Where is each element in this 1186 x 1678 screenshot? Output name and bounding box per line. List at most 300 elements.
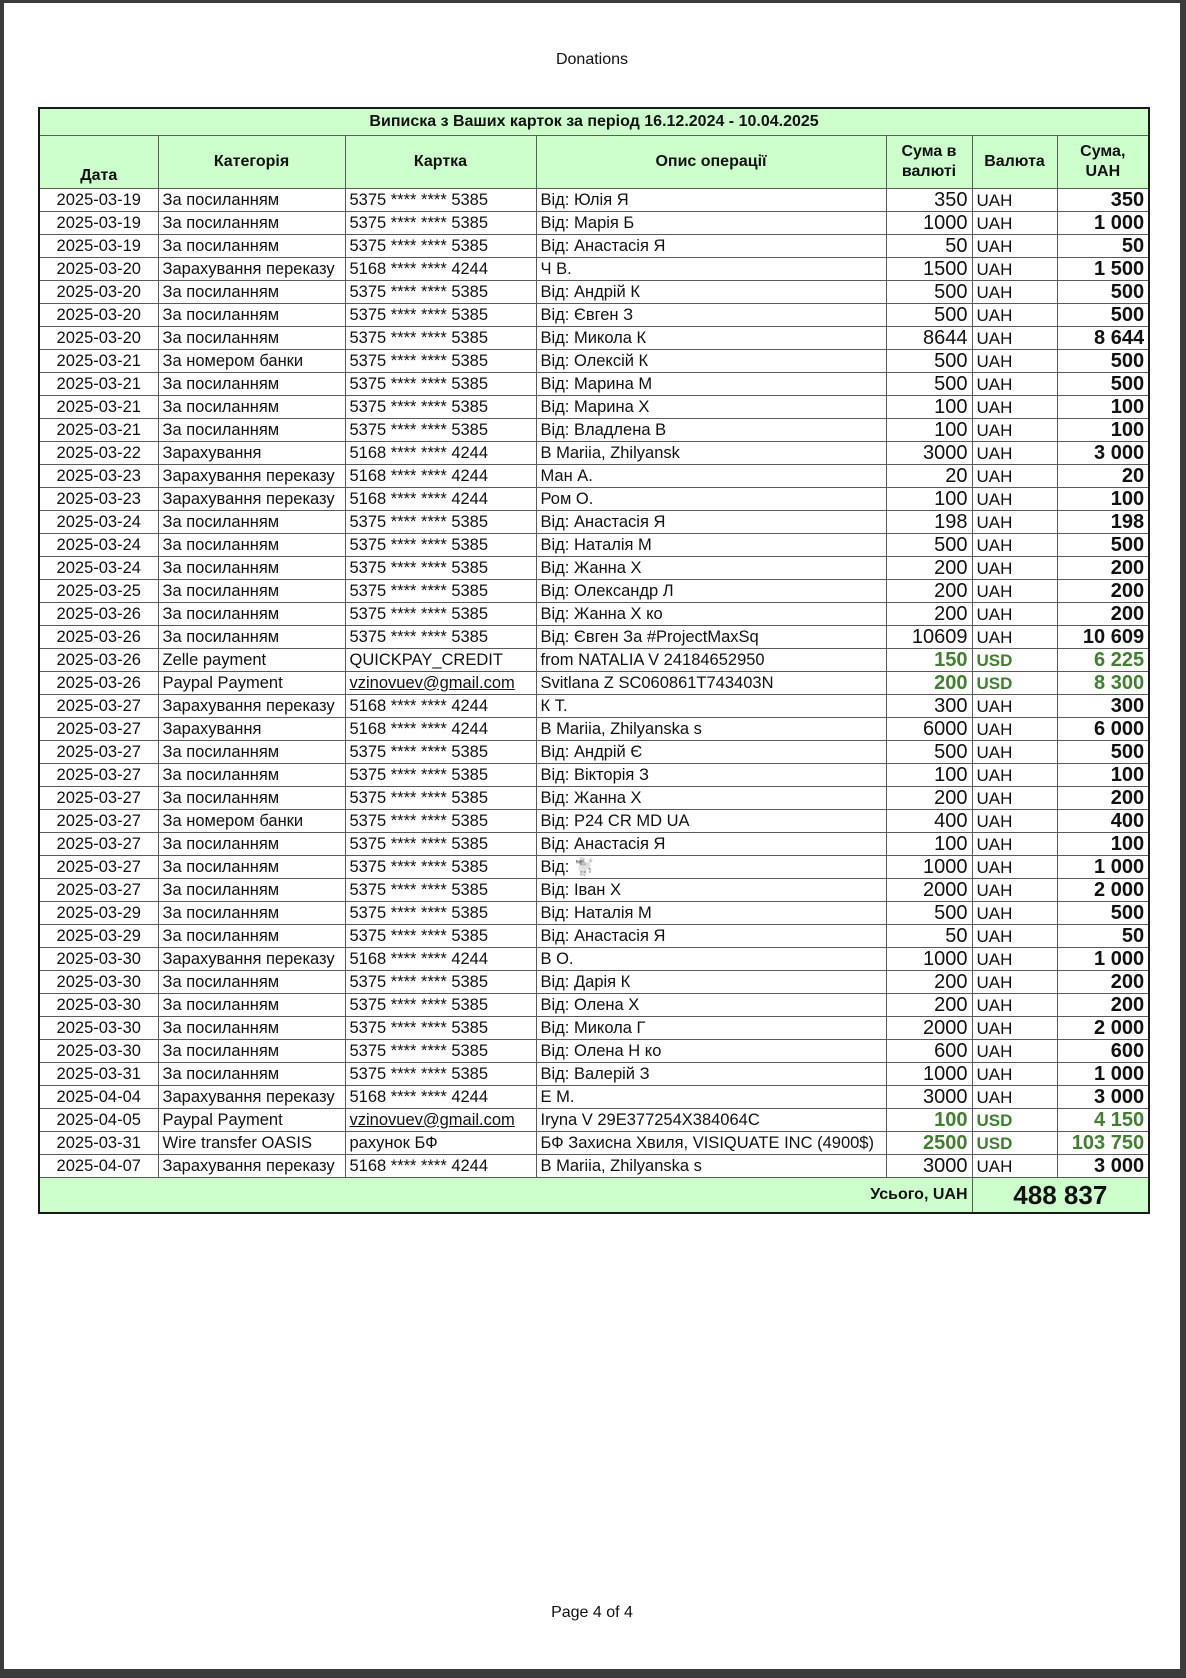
table-row	[39, 419, 1149, 442]
category-cell: Wire transfer OASIS	[158, 1132, 345, 1155]
table-row	[39, 1155, 1149, 1178]
date-cell: 2025-03-21	[39, 350, 158, 373]
card-cell: 5375 **** **** 5385	[345, 810, 536, 833]
date-cell: 2025-03-20	[39, 304, 158, 327]
card-cell: 5375 **** **** 5385	[345, 626, 536, 649]
amount-uah-cell: 10 609	[1057, 626, 1149, 649]
category-cell: Paypal Payment	[158, 672, 345, 695]
amount-cell: 200	[886, 994, 972, 1017]
table-row	[39, 465, 1149, 488]
date-cell: 2025-03-30	[39, 1017, 158, 1040]
currency-cell: UAH	[972, 580, 1057, 603]
date-cell: 2025-03-29	[39, 902, 158, 925]
table-row	[39, 971, 1149, 994]
table-row	[39, 994, 1149, 1017]
card-cell: 5375 **** **** 5385	[345, 879, 536, 902]
table-row	[39, 810, 1149, 833]
date-cell: 2025-03-25	[39, 580, 158, 603]
amount-uah-cell: 200	[1057, 580, 1149, 603]
amount-cell: 100	[886, 488, 972, 511]
amount-cell: 1500	[886, 258, 972, 281]
currency-cell: UAH	[972, 925, 1057, 948]
date-cell: 2025-03-19	[39, 212, 158, 235]
amount-uah-cell: 2 000	[1057, 1017, 1149, 1040]
category-cell: За номером банки	[158, 350, 345, 373]
amount-cell: 1000	[886, 1063, 972, 1086]
amount-uah-cell: 1 000	[1057, 948, 1149, 971]
table-row	[39, 511, 1149, 534]
currency-cell: UAH	[972, 971, 1057, 994]
description-cell: Від: Микола К	[536, 327, 886, 350]
card-cell: 5375 **** **** 5385	[345, 994, 536, 1017]
currency-cell: USD	[972, 649, 1057, 672]
table-row	[39, 212, 1149, 235]
date-cell: 2025-04-04	[39, 1086, 158, 1109]
amount-cell: 200	[886, 672, 972, 695]
amount-uah-cell: 500	[1057, 350, 1149, 373]
currency-cell: UAH	[972, 1040, 1057, 1063]
currency-cell: UAH	[972, 534, 1057, 557]
category-cell: Зарахування	[158, 718, 345, 741]
currency-cell: UAH	[972, 212, 1057, 235]
category-cell: За посиланням	[158, 189, 345, 212]
description-cell: Від: Жанна Х	[536, 787, 886, 810]
amount-cell: 150	[886, 649, 972, 672]
description-cell: Від: Анастасія Я	[536, 511, 886, 534]
currency-cell: UAH	[972, 511, 1057, 534]
currency-cell: UAH	[972, 327, 1057, 350]
card-cell: 5375 **** **** 5385	[345, 925, 536, 948]
table-row	[39, 787, 1149, 810]
date-cell: 2025-03-20	[39, 281, 158, 304]
currency-cell: USD	[972, 1132, 1057, 1155]
description-cell: В Mariia, Zhilyanska s	[536, 1155, 886, 1178]
amount-uah-cell: 1 000	[1057, 1063, 1149, 1086]
description-cell: Svitlana Z SC060861T743403N	[536, 672, 886, 695]
description-cell: Від: Наталія М	[536, 534, 886, 557]
table-row	[39, 1063, 1149, 1086]
amount-cell: 500	[886, 534, 972, 557]
category-cell: За посиланням	[158, 1017, 345, 1040]
description-cell: Від: Анастасія Я	[536, 833, 886, 856]
amount-uah-cell: 8 644	[1057, 327, 1149, 350]
table-row	[39, 281, 1149, 304]
amount-cell: 500	[886, 373, 972, 396]
description-cell: Від: Наталія М	[536, 902, 886, 925]
currency-cell: UAH	[972, 603, 1057, 626]
category-cell: За посиланням	[158, 833, 345, 856]
card-cell: 5375 **** **** 5385	[345, 603, 536, 626]
amount-cell: 2000	[886, 879, 972, 902]
amount-uah-cell: 20	[1057, 465, 1149, 488]
table-row	[39, 695, 1149, 718]
category-cell: За посиланням	[158, 1040, 345, 1063]
card-cell: 5168 **** **** 4244	[345, 1086, 536, 1109]
category-cell: За посиланням	[158, 304, 345, 327]
table-row	[39, 396, 1149, 419]
table-row	[39, 373, 1149, 396]
table-row	[39, 948, 1149, 971]
card-cell: 5168 **** **** 4244	[345, 465, 536, 488]
amount-cell: 1000	[886, 856, 972, 879]
currency-cell: UAH	[972, 258, 1057, 281]
amount-cell: 500	[886, 902, 972, 925]
amount-uah-cell: 600	[1057, 1040, 1149, 1063]
amount-uah-cell: 500	[1057, 373, 1149, 396]
category-cell: За посиланням	[158, 511, 345, 534]
category-cell: За посиланням	[158, 764, 345, 787]
category-cell: За посиланням	[158, 603, 345, 626]
amount-uah-cell: 350	[1057, 189, 1149, 212]
card-cell: 5375 **** **** 5385	[345, 373, 536, 396]
date-cell: 2025-03-31	[39, 1132, 158, 1155]
currency-cell: UAH	[972, 281, 1057, 304]
description-cell: Від: Владлена В	[536, 419, 886, 442]
currency-cell: UAH	[972, 856, 1057, 879]
currency-cell: UAH	[972, 373, 1057, 396]
amount-uah-cell: 500	[1057, 902, 1149, 925]
page-number: Page 4 of 4	[551, 1604, 633, 1621]
date-cell: 2025-03-27	[39, 810, 158, 833]
amount-uah-cell: 50	[1057, 235, 1149, 258]
amount-cell: 2500	[886, 1132, 972, 1155]
date-cell: 2025-03-20	[39, 258, 158, 281]
statement-caption-row	[39, 108, 1149, 136]
card-cell: 5375 **** **** 5385	[345, 902, 536, 925]
header-amount-uah-text: Сума, UAH	[1080, 143, 1126, 180]
table-row	[39, 1040, 1149, 1063]
currency-cell: UAH	[972, 304, 1057, 327]
amount-uah-cell: 3 000	[1057, 1086, 1149, 1109]
category-cell: За посиланням	[158, 741, 345, 764]
category-cell: За посиланням	[158, 580, 345, 603]
table-row	[39, 833, 1149, 856]
table-row	[39, 442, 1149, 465]
card-cell: 5168 **** **** 4244	[345, 718, 536, 741]
amount-uah-cell: 2 000	[1057, 879, 1149, 902]
statement-caption: Виписка з Ваших карток за період 16.12.2024 - 10.04.2025	[39, 108, 1149, 136]
header-amount	[886, 136, 972, 189]
description-cell: from NATALIA V 24184652950	[536, 649, 886, 672]
description-cell: Від: Андрій Є	[536, 741, 886, 764]
description-cell: Е М.	[536, 1086, 886, 1109]
currency-cell: UAH	[972, 902, 1057, 925]
currency-cell: UAH	[972, 626, 1057, 649]
amount-cell: 100	[886, 764, 972, 787]
currency-cell: UAH	[972, 810, 1057, 833]
description-cell: Від: Вікторія З	[536, 764, 886, 787]
card-cell: 5168 **** **** 4244	[345, 695, 536, 718]
category-cell: За посиланням	[158, 856, 345, 879]
description-cell: Від: Олена Х	[536, 994, 886, 1017]
currency-cell: UAH	[972, 833, 1057, 856]
category-cell: Зарахування переказу	[158, 1086, 345, 1109]
description-cell: В Mariia, Zhilyansk	[536, 442, 886, 465]
card-cell: рахунок БФ	[345, 1132, 536, 1155]
description-cell: Від: Андрій К	[536, 281, 886, 304]
email-link[interactable]: vzinovuev@gmail.com	[349, 673, 515, 692]
description-cell: Ман А.	[536, 465, 886, 488]
amount-uah-cell: 3 000	[1057, 442, 1149, 465]
card-cell: 5375 **** **** 5385	[345, 856, 536, 879]
currency-cell: UAH	[972, 787, 1057, 810]
date-cell: 2025-03-26	[39, 626, 158, 649]
table-row	[39, 189, 1149, 212]
table-row	[39, 603, 1149, 626]
amount-uah-cell: 198	[1057, 511, 1149, 534]
statement-table	[38, 107, 1150, 1214]
amount-uah-cell: 100	[1057, 764, 1149, 787]
date-cell: 2025-03-21	[39, 396, 158, 419]
amount-cell: 50	[886, 235, 972, 258]
table-row	[39, 488, 1149, 511]
date-cell: 2025-03-30	[39, 994, 158, 1017]
card-cell: 5375 **** **** 5385	[345, 304, 536, 327]
currency-cell: UAH	[972, 994, 1057, 1017]
table-row	[39, 925, 1149, 948]
table-row	[39, 557, 1149, 580]
date-cell: 2025-03-30	[39, 1040, 158, 1063]
table-row	[39, 235, 1149, 258]
description-cell: Від: Марина М	[536, 373, 886, 396]
table-row	[39, 1109, 1149, 1132]
currency-cell: UAH	[972, 442, 1057, 465]
amount-uah-cell: 100	[1057, 833, 1149, 856]
amount-cell: 3000	[886, 442, 972, 465]
category-cell: За посиланням	[158, 327, 345, 350]
currency-cell: USD	[972, 1109, 1057, 1132]
category-cell: За посиланням	[158, 212, 345, 235]
card-cell: 5375 **** **** 5385	[345, 787, 536, 810]
category-cell: Paypal Payment	[158, 1109, 345, 1132]
table-row	[39, 534, 1149, 557]
currency-cell: UAH	[972, 557, 1057, 580]
category-cell: За посиланням	[158, 396, 345, 419]
currency-cell: UAH	[972, 879, 1057, 902]
category-cell: За посиланням	[158, 534, 345, 557]
amount-uah-cell: 6 000	[1057, 718, 1149, 741]
card-cell: 5375 **** **** 5385	[345, 580, 536, 603]
table-row	[39, 856, 1149, 879]
amount-uah-cell: 500	[1057, 281, 1149, 304]
amount-cell: 1000	[886, 948, 972, 971]
category-cell: Зарахування переказу	[158, 488, 345, 511]
description-cell: Від: Олена Н ко	[536, 1040, 886, 1063]
card-cell: 5375 **** **** 5385	[345, 557, 536, 580]
amount-uah-cell: 500	[1057, 534, 1149, 557]
table-row	[39, 626, 1149, 649]
description-cell: В О.	[536, 948, 886, 971]
amount-cell: 600	[886, 1040, 972, 1063]
category-cell: За посиланням	[158, 925, 345, 948]
date-cell: 2025-03-27	[39, 787, 158, 810]
category-cell: За посиланням	[158, 373, 345, 396]
currency-cell: UAH	[972, 465, 1057, 488]
category-cell: За посиланням	[158, 419, 345, 442]
date-cell: 2025-04-07	[39, 1155, 158, 1178]
currency-cell: UAH	[972, 396, 1057, 419]
amount-uah-cell: 8 300	[1057, 672, 1149, 695]
description-cell: Від: Жанна Х ко	[536, 603, 886, 626]
total-row	[39, 1178, 1149, 1214]
description-cell: Iryna V 29E377254X384064C	[536, 1109, 886, 1132]
card-cell: 5375 **** **** 5385	[345, 534, 536, 557]
description-cell: Від: Юлія Я	[536, 189, 886, 212]
amount-cell: 300	[886, 695, 972, 718]
amount-uah-cell: 200	[1057, 557, 1149, 580]
currency-cell: UAH	[972, 189, 1057, 212]
amount-cell: 10609	[886, 626, 972, 649]
description-cell: Від: 🐩	[536, 856, 886, 879]
currency-cell: UAH	[972, 695, 1057, 718]
amount-cell: 100	[886, 1109, 972, 1132]
table-row	[39, 1132, 1149, 1155]
card-cell: 5375 **** **** 5385	[345, 1017, 536, 1040]
date-cell: 2025-03-26	[39, 649, 158, 672]
amount-cell: 500	[886, 350, 972, 373]
header-amount-text: Сума в валюті	[901, 143, 957, 180]
table-row	[39, 764, 1149, 787]
category-cell: За посиланням	[158, 879, 345, 902]
description-cell: Від: Микола Г	[536, 1017, 886, 1040]
description-cell: БФ Захисна Хвиля, VISIQUATE INC (4900$)	[536, 1132, 886, 1155]
card-cell: 5375 **** **** 5385	[345, 1063, 536, 1086]
description-cell: Ром О.	[536, 488, 886, 511]
amount-cell: 8644	[886, 327, 972, 350]
date-cell: 2025-03-29	[39, 925, 158, 948]
header-card: Картка	[345, 136, 536, 189]
category-cell: За посиланням	[158, 281, 345, 304]
card-cell[interactable]	[345, 1109, 536, 1132]
amount-cell: 200	[886, 603, 972, 626]
category-cell: Зарахування переказу	[158, 695, 345, 718]
amount-cell: 500	[886, 281, 972, 304]
description-cell: К Т.	[536, 695, 886, 718]
currency-cell: UAH	[972, 764, 1057, 787]
amount-cell: 1000	[886, 212, 972, 235]
amount-cell: 2000	[886, 1017, 972, 1040]
date-cell: 2025-03-27	[39, 695, 158, 718]
amount-uah-cell: 200	[1057, 971, 1149, 994]
card-cell[interactable]	[345, 672, 536, 695]
table-row	[39, 1086, 1149, 1109]
amount-cell: 3000	[886, 1155, 972, 1178]
header-date: Дата	[39, 136, 158, 189]
description-cell: В Mariia, Zhilyanska s	[536, 718, 886, 741]
card-cell: 5168 **** **** 4244	[345, 258, 536, 281]
category-cell: Зарахування переказу	[158, 1155, 345, 1178]
description-cell: Від: Олександр Л	[536, 580, 886, 603]
description-cell: Від: Олексій К	[536, 350, 886, 373]
currency-cell: UAH	[972, 948, 1057, 971]
amount-cell: 20	[886, 465, 972, 488]
amount-uah-cell: 200	[1057, 994, 1149, 1017]
table-row	[39, 649, 1149, 672]
currency-cell: USD	[972, 672, 1057, 695]
amount-uah-cell: 50	[1057, 925, 1149, 948]
card-cell: 5375 **** **** 5385	[345, 764, 536, 787]
date-cell: 2025-03-30	[39, 971, 158, 994]
description-cell: Від: Валерій З	[536, 1063, 886, 1086]
date-cell: 2025-03-21	[39, 419, 158, 442]
email-link[interactable]: vzinovuev@gmail.com	[349, 1110, 515, 1129]
table-row	[39, 902, 1149, 925]
card-cell: 5375 **** **** 5385	[345, 327, 536, 350]
currency-cell: UAH	[972, 350, 1057, 373]
table-row	[39, 718, 1149, 741]
category-cell: За посиланням	[158, 1063, 345, 1086]
amount-cell: 198	[886, 511, 972, 534]
currency-cell: UAH	[972, 235, 1057, 258]
total-label: Усього, UAH	[39, 1178, 972, 1214]
card-cell: 5375 **** **** 5385	[345, 1040, 536, 1063]
amount-uah-cell: 3 000	[1057, 1155, 1149, 1178]
amount-cell: 50	[886, 925, 972, 948]
card-cell: 5168 **** **** 4244	[345, 1155, 536, 1178]
amount-uah-cell: 103 750	[1057, 1132, 1149, 1155]
amount-cell: 500	[886, 304, 972, 327]
date-cell: 2025-03-22	[39, 442, 158, 465]
card-cell: 5375 **** **** 5385	[345, 189, 536, 212]
date-cell: 2025-03-27	[39, 718, 158, 741]
card-cell: 5168 **** **** 4244	[345, 442, 536, 465]
card-cell: 5375 **** **** 5385	[345, 350, 536, 373]
date-cell: 2025-03-24	[39, 534, 158, 557]
description-cell: Від: Іван Х	[536, 879, 886, 902]
currency-cell: UAH	[972, 1017, 1057, 1040]
card-cell: 5375 **** **** 5385	[345, 511, 536, 534]
date-cell: 2025-03-27	[39, 764, 158, 787]
date-cell: 2025-03-23	[39, 488, 158, 511]
amount-cell: 200	[886, 580, 972, 603]
description-cell: Від: Марина Х	[536, 396, 886, 419]
description-cell: Від: Жанна Х	[536, 557, 886, 580]
card-cell: QUICKPAY_CREDIT	[345, 649, 536, 672]
date-cell: 2025-03-23	[39, 465, 158, 488]
amount-cell: 400	[886, 810, 972, 833]
category-cell: Зарахування	[158, 442, 345, 465]
category-cell: За посиланням	[158, 971, 345, 994]
amount-cell: 3000	[886, 1086, 972, 1109]
currency-cell: UAH	[972, 419, 1057, 442]
category-cell: Zelle payment	[158, 649, 345, 672]
document-page	[4, 3, 1180, 1669]
amount-uah-cell: 500	[1057, 304, 1149, 327]
total-value: 488 837	[972, 1178, 1149, 1214]
table-row	[39, 350, 1149, 373]
amount-uah-cell: 100	[1057, 419, 1149, 442]
amount-uah-cell: 100	[1057, 488, 1149, 511]
date-cell: 2025-03-21	[39, 373, 158, 396]
date-cell: 2025-04-05	[39, 1109, 158, 1132]
amount-uah-cell: 300	[1057, 695, 1149, 718]
card-cell: 5375 **** **** 5385	[345, 235, 536, 258]
amount-uah-cell: 200	[1057, 787, 1149, 810]
category-cell: Зарахування переказу	[158, 948, 345, 971]
card-cell: 5375 **** **** 5385	[345, 833, 536, 856]
header-row	[39, 136, 1149, 189]
date-cell: 2025-03-20	[39, 327, 158, 350]
card-cell: 5375 **** **** 5385	[345, 396, 536, 419]
card-cell: 5375 **** **** 5385	[345, 212, 536, 235]
description-cell: Від: Марія Б	[536, 212, 886, 235]
document-title: Donations	[555, 51, 629, 68]
description-cell: Ч В.	[536, 258, 886, 281]
header-currency: Валюта	[972, 136, 1057, 189]
card-cell: 5375 **** **** 5385	[345, 281, 536, 304]
category-cell: Зарахування переказу	[158, 258, 345, 281]
category-cell: За посиланням	[158, 626, 345, 649]
